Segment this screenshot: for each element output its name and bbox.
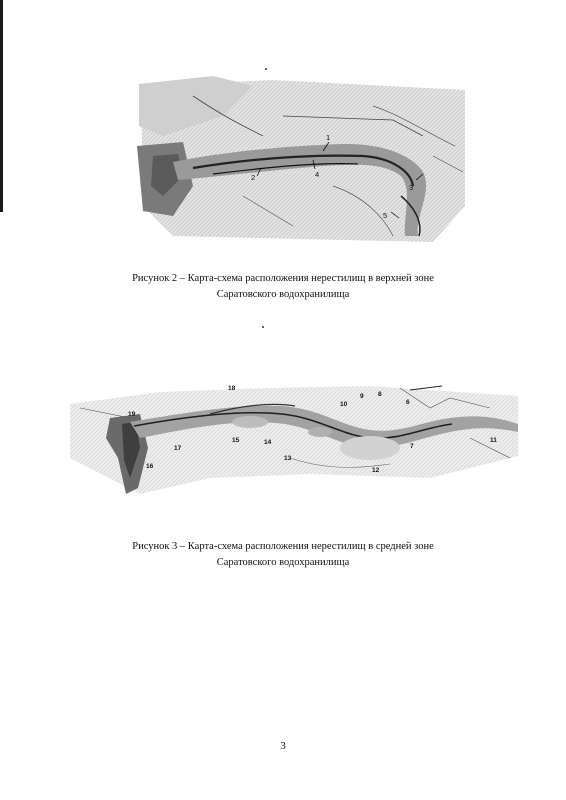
map-marker-16: 16 [146, 463, 154, 470]
map-marker-14: 14 [264, 439, 272, 446]
map-marker-19: 19 [128, 411, 136, 418]
scan-speck [262, 326, 264, 328]
map-marker-10: 10 [340, 401, 348, 408]
figure2-caption-line1: Рисунок 2 – Карта-схема расположения нерестилищ в верхней зоне [132, 273, 434, 284]
figure3-caption-line1: Рисунок 3 – Карта-схема расположения нерестилищ в средней зоне [132, 541, 434, 552]
map-marker-7: 7 [410, 443, 414, 450]
map-marker-4: 4 [315, 170, 320, 179]
map-marker-9: 9 [360, 393, 364, 400]
scan-edge-mark [0, 0, 3, 212]
map-marker-3: 3 [409, 183, 414, 192]
page-number: 3 [280, 740, 286, 752]
figure3-caption-line2: Саратовского водохранилища [216, 557, 350, 568]
figure2-map [133, 76, 465, 242]
map-marker-11: 11 [490, 437, 497, 444]
map-marker-12: 12 [372, 467, 380, 474]
map-marker-8: 8 [378, 391, 382, 398]
map-marker-17: 17 [174, 445, 182, 452]
figure3-map [70, 378, 518, 494]
scan-speck [265, 68, 267, 70]
map-marker-5: 5 [383, 211, 388, 220]
figure2-caption-line2: Саратовского водохранилища [216, 289, 350, 300]
map-marker-15: 15 [232, 437, 240, 444]
map-marker-2: 2 [251, 173, 256, 182]
map-marker-1: 1 [326, 133, 331, 142]
map-marker-6: 6 [406, 399, 410, 406]
map-marker-13: 13 [284, 455, 292, 462]
map-marker-18: 18 [228, 385, 236, 392]
